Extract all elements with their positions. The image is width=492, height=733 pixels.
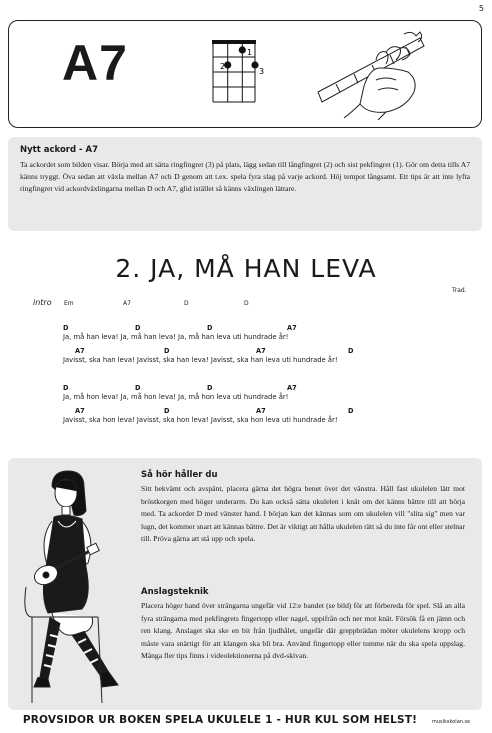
page-number: 5 (478, 4, 484, 13)
chord-diagram (204, 38, 266, 108)
finger-label-2: 2 (220, 62, 226, 71)
intro-chord: D (184, 300, 189, 307)
tips-text-strumming: Placera höger hand över strängarna ungefär vid 12:e bandet (se bild) för att förbereda för spel. Slå an alla fyra strängarna med pekfingrets fingertopp eller nagel, uppifrån och ner mot knät. Försök få en jämn och ren klang. Anslaget ska ske en bit från ljudhålet, ungefär där greppbrädan möter ukulelens kropp och måste vara snärtigt för att klangen ska bli bra. Använd fingertopp eller tumme när du ska spela uppslag. Många fler tips finns i videolektionerna på dvd-skivan. (141, 601, 465, 661)
lyric-line: Ja, må han leva! Ja, må han leva! Ja, må han leva uti hundrade år! (63, 333, 289, 341)
ukulele-player-illustration (12, 467, 124, 705)
chord-symbol: D (348, 347, 354, 355)
info-title: Nytt ackord - A7 (20, 145, 98, 155)
finger-dot-2 (224, 61, 231, 68)
footer-title: PROVSIDOR UR BOKEN SPELA UKULELE 1 - HUR KUL SOM HELST! (22, 714, 418, 726)
tips-heading-strumming: Anslagsteknik (141, 587, 209, 597)
chord-symbol: A7 (287, 384, 297, 392)
chord-symbol: D (207, 384, 213, 392)
lyric-line: Ja, må hon leva! Ja, må hon leva! Ja, må hon leva uti hundrade år! (63, 393, 289, 401)
finger-label-3: 3 (259, 67, 265, 76)
intro-chord: Em (64, 300, 74, 307)
chord-symbol: A7 (287, 324, 297, 332)
chord-symbol: A7 (256, 407, 266, 415)
chord-symbol: D (164, 407, 170, 415)
hand-on-fretboard-illustration (316, 28, 426, 120)
chord-symbol: D (135, 384, 141, 392)
chord-symbol: A7 (256, 347, 266, 355)
song-credit: Trad. (452, 287, 467, 294)
chord-symbol: D (63, 384, 69, 392)
chord-symbol: A7 (75, 347, 85, 355)
chord-symbol: D (164, 347, 170, 355)
tips-text-holding: Sitt bekvämt och avspänt, placera gärna det högra benet över det vänstra. Håll fast ukulelen lätt mot bröstkorgen med höger underarm. Du kan också sätta ukulelen i knät om det känns bättre till att börja med. Ta ackordet D med vänster hand. I början kan det kännas som om ukulelen vill "slita sig" men var lugn, det kommer snart att kännas bättre. Det är viktigt att hålla ukulelen rätt så du inte får ont eller stelnar till. Pröva gärna att stå upp och spela. (141, 484, 465, 544)
chord-name: A7 (62, 35, 128, 91)
chord-symbol: D (63, 324, 69, 332)
footer-site: musikskolan.se (432, 719, 471, 725)
chord-symbol: D (207, 324, 213, 332)
song-title: 2. JA, MÅ HAN LEVA (115, 254, 377, 283)
chord-symbol: D (135, 324, 141, 332)
chord-symbol: D (348, 407, 354, 415)
intro-chord: D (244, 300, 249, 307)
intro-label: intro (33, 298, 52, 307)
tips-heading-holding: Så hör håller du (141, 470, 218, 480)
finger-label-1: 1 (247, 48, 253, 57)
info-text: Ta ackordet som bilden visar. Börja med att sätta ringfingret (3) på plats, lägg sedan till långfingret (2) och sist pekfingret (1). Gör om detta tills A7 känns tryggt. Öva sedan att växla mellan A7 och D genom att t.ex. spela fyra slag på varje ackord. Höj tempot långsamt. Ett tips är att inte lyfta ringfingret vid ackordväxlingarna mellan D och A7, glid istället så känns växlingen lättare. (20, 160, 470, 193)
lyric-line: Javisst, ska han leva! Javisst, ska han leva! Javisst, ska han leva uti hundrade år! (63, 356, 338, 364)
chord-symbol: A7 (75, 407, 85, 415)
intro-chord: A7 (123, 300, 131, 307)
finger-dot-3 (251, 61, 258, 68)
finger-dot-1 (239, 46, 246, 53)
lyric-line: Javisst, ska hon leva! Javisst, ska hon leva! Javisst, ska hon leva uti hundrade år! (63, 416, 338, 424)
new-chord-info-box (8, 137, 482, 231)
